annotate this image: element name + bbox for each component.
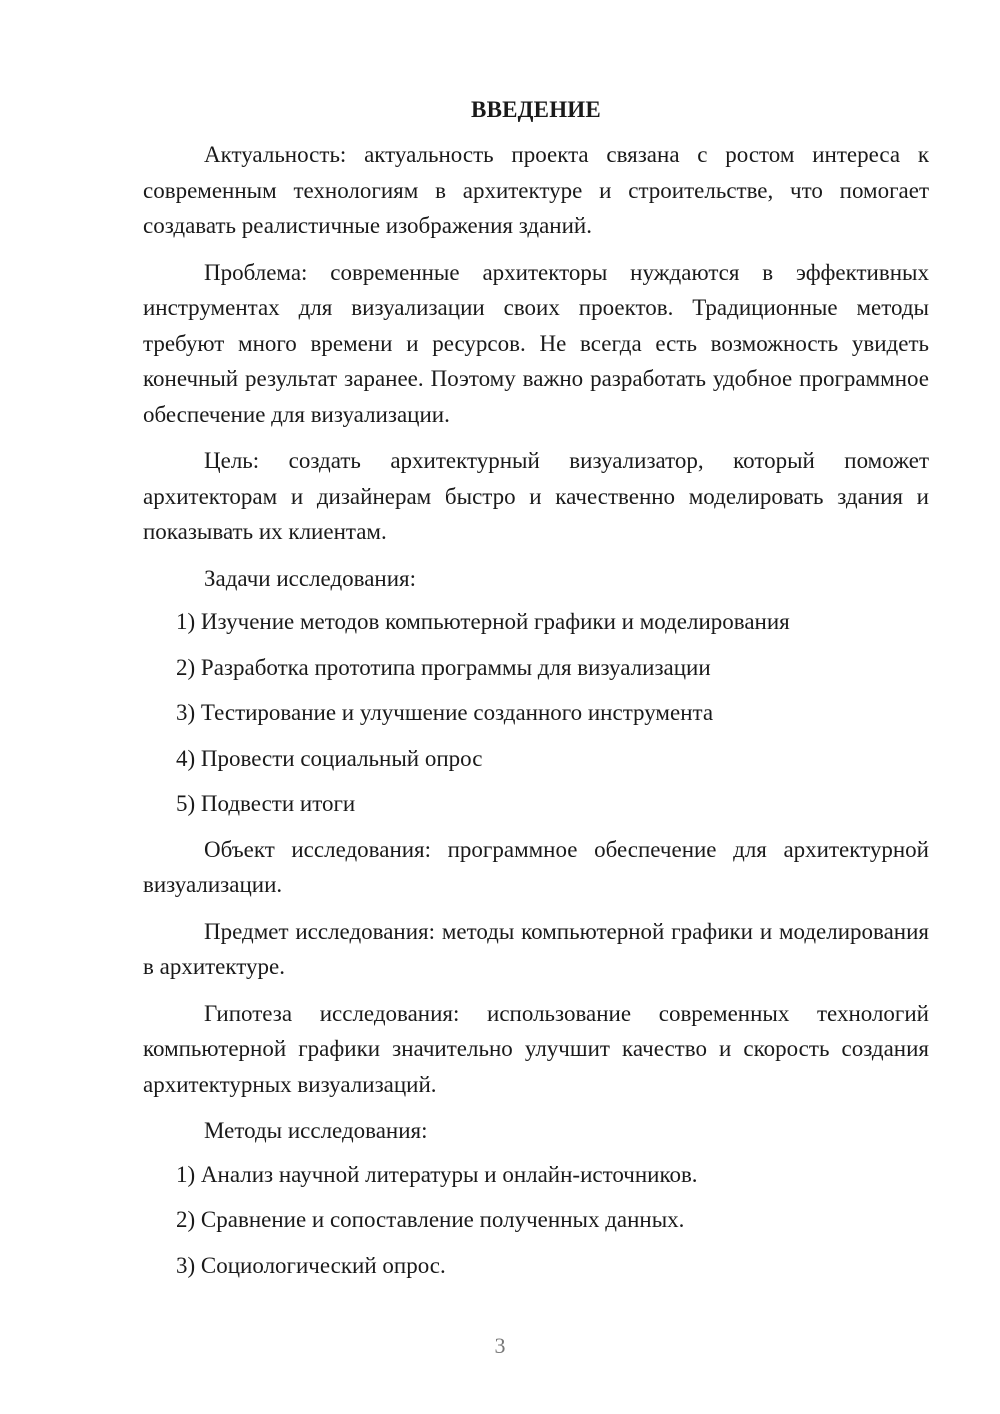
section-heading: ВВЕДЕНИЕ [471, 97, 601, 122]
list-item: 4) Провести социальный опрос [176, 745, 483, 771]
tasks-list [143, 604, 929, 822]
list-item: 1) Анализ научной литературы и онлайн-источников. [176, 1161, 698, 1187]
list-item: 2) Сравнение и сопоставление полученных данных. [176, 1207, 685, 1232]
list-item: 2) Разработка прототипа программы для визуализации [176, 654, 711, 680]
relevance-paragraph: Актуальность: актуальность проекта связана с ростом интереса к современным технологиям в архитектуре и строительстве, что помогает создавать реалистичные изображения зданий. [143, 142, 929, 238]
problem-paragraph: Проблема: современные архитекторы нуждаются в эффективных инструментах для визуализации своих проектов. Традиционные методы требуют много времени и ресурсов. Не всегда есть возможность увидеть конечный результат заранее. Поэтому важно разработать удобное программное обеспечение для визуализации. [143, 259, 929, 427]
methods-title: Методы исследования: [204, 1118, 428, 1143]
hypothesis-paragraph: Гипотеза исследования: использование современных технологий компьютерной графики значительно улучшит качество и скорость создания архитектурных визуализаций. [143, 1000, 929, 1097]
subject-paragraph: Предмет исследования: методы компьютерной графики и моделирования в архитектуре. [143, 918, 929, 979]
page-number: 3 [494, 1333, 506, 1358]
list-item: 3) Социологический опрос. [176, 1252, 446, 1278]
object-paragraph: Объект исследования: программное обеспечение для архитектурной визуализации. [143, 836, 929, 897]
tasks-title: Задачи исследования: [204, 565, 417, 591]
page-body [143, 94, 929, 1293]
methods-list [143, 1157, 929, 1284]
list-item: 1) Изучение методов компьютерной графики и моделирования [176, 609, 790, 634]
goal-paragraph: Цель: создать архитектурный визуализатор, который поможет архитекторам и дизайнерам быстро и качественно моделировать здания и показывать их клиентам. [143, 448, 929, 544]
list-item: 3) Тестирование и улучшение созданного инструмента [176, 700, 714, 725]
list-item: 5) Подвести итоги [176, 791, 356, 816]
